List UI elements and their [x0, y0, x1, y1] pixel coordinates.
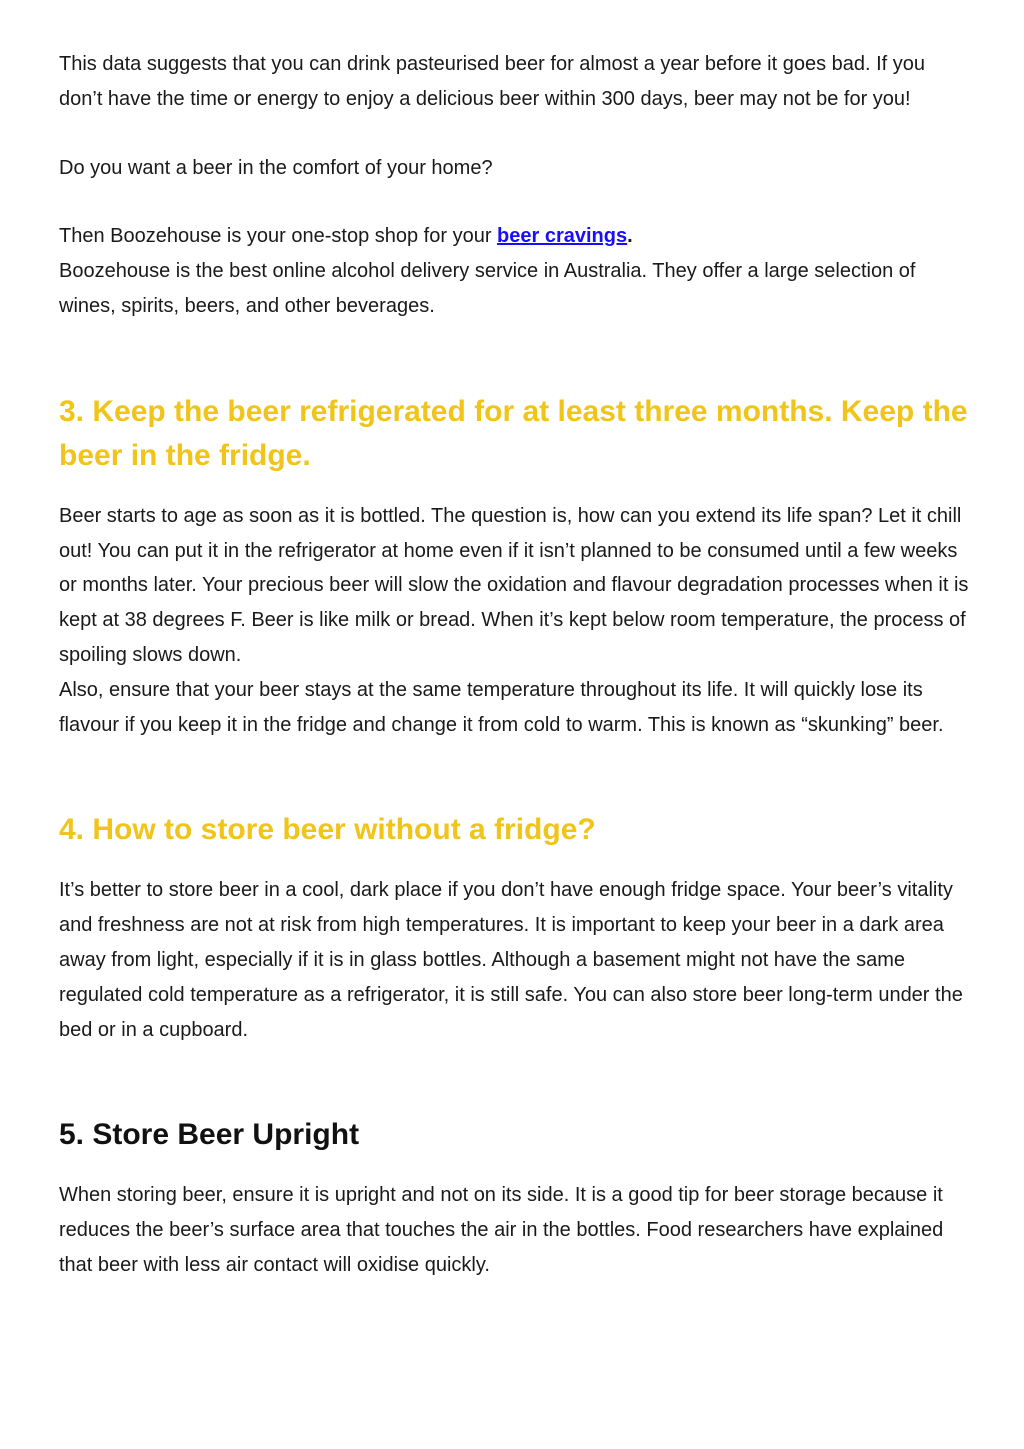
spacer	[59, 185, 971, 219]
spacer	[59, 852, 971, 873]
section-5-heading: 5. Store Beer Upright	[59, 1118, 360, 1152]
document-page	[59, 47, 971, 1283]
intro-paragraph-2: Do you want a beer in the comfort of your home?	[59, 156, 493, 179]
spacer	[59, 478, 971, 499]
spacer	[59, 117, 971, 151]
intro-paragraph-4: Boozehouse is the best online alcohol delivery service in Australia. They offer a large selection of wines, spirits, beers, and other beverages.	[59, 260, 916, 317]
section-3-heading: 3. Keep the beer refrigerated for at least three months. Keep the beer in the fridge.	[59, 394, 968, 472]
spacer	[59, 1047, 971, 1113]
section-5-paragraph-1: When storing beer, ensure it is upright and not on its side. It is a good tip for beer storage because it reduces the beer’s surface area that touches the air in the bottles. Food researchers have explained that beer with less air contact will oxidise quickly.	[59, 1184, 944, 1276]
section-3-paragraph-1: Beer starts to age as soon as it is bottled. The question is, how can you extend its life span? Let it chill out! You can put it in the refrigerator at home even if it isn’t planned to be consumed until a few weeks or months later. Your precious beer will slow the oxidation and flavour degradation processes when it is kept at 38 degrees F. Beer is like milk or bread. When it’s kept below room temperature, the process of spoiling slows down.	[59, 504, 969, 666]
intro-paragraph-3	[59, 219, 971, 254]
intro-paragraph-3-prefix: Then Boozehouse is your one-stop shop for your	[59, 225, 498, 248]
beer-cravings-link[interactable]: beer cravings	[497, 225, 628, 248]
spacer	[59, 742, 971, 808]
section-4-paragraph-1: It’s better to store beer in a cool, dark place if you don’t have enough fridge space. Your beer’s vitality and freshness are not at risk from high temperatures. It is important to keep your beer in a dark area away from light, especially if it is in glass bottles. Although a basement might not have the same regulated cold temperature as a refrigerator, it is still safe. You can also store beer long-term under the bed or in a cupboard.	[59, 879, 963, 1041]
intro-paragraph-3-suffix: .	[627, 225, 633, 248]
spacer	[59, 1157, 971, 1178]
section-3-paragraph-2: Also, ensure that your beer stays at the same temperature throughout its life. It will quickly lose its flavour if you keep it in the fridge and change it from cold to warm. This is known as “skunking” beer.	[59, 678, 944, 736]
section-4-heading: 4. How to store beer without a fridge?	[59, 813, 596, 847]
spacer	[59, 324, 971, 390]
intro-paragraph-1: This data suggests that you can drink pasteurised beer for almost a year before it goes bad. If you don’t have the time or energy to enjoy a delicious beer within 300 days, beer may not be for you!	[59, 53, 926, 110]
